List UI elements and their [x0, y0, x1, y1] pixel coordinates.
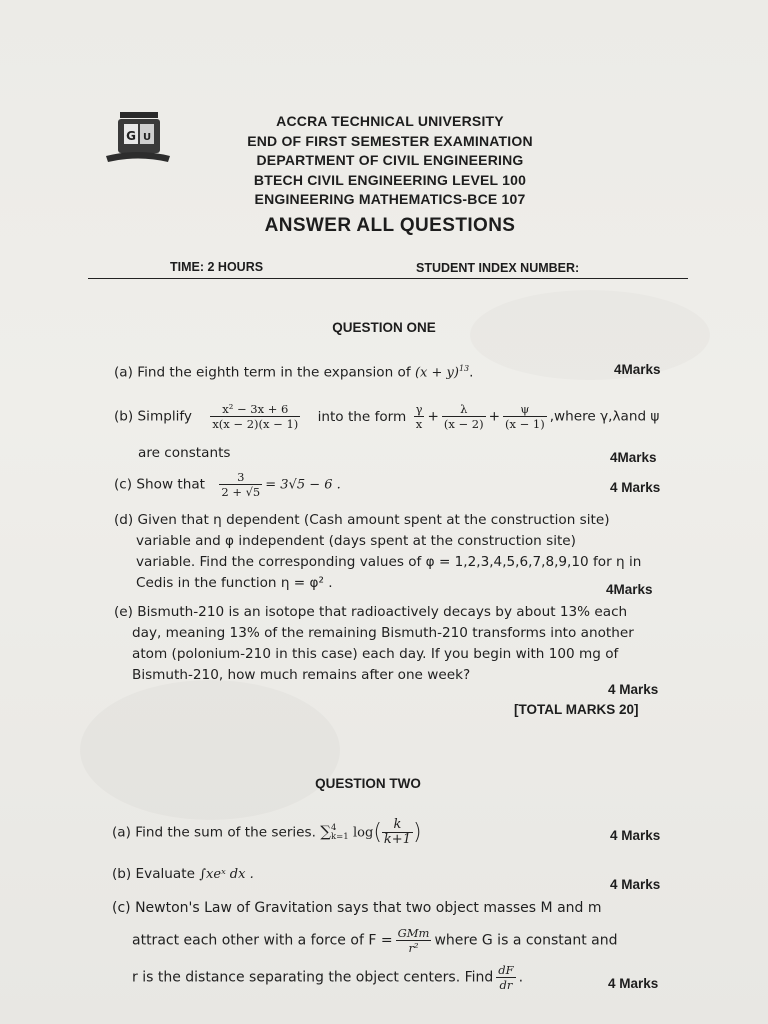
frac-num: 3 — [219, 470, 262, 485]
q2b-integral: ∫xeˣ dx . — [199, 867, 254, 882]
q1d-line2: variable and φ independent (days spent at the construction site) — [136, 533, 576, 549]
q1a-exponent: 13 — [458, 364, 470, 373]
frac-num: dF — [498, 963, 514, 977]
question-two-title: QUESTION TWO — [315, 776, 421, 791]
q2-part-a: (a) Find the sum of the series. ∑ 4 k=1 log( $\frac{k}{k+1}$ ) — [112, 817, 422, 847]
question-one-title: QUESTION ONE — [332, 320, 436, 335]
q1d-line1: (d) Given that η dependent (Cash amount spent at the construction site) — [114, 512, 610, 528]
frac-num: γ — [415, 402, 423, 416]
q1b-frac-gamma — [414, 402, 425, 431]
frac-den: dr — [499, 978, 513, 992]
q1e-marks: 4 Marks — [608, 682, 659, 697]
paper-stain — [80, 680, 340, 820]
q2c-line1: (c) Newton's Law of Gravitation says that two object masses M and m — [112, 900, 602, 916]
q1a-post: . — [469, 364, 474, 381]
frac-num: ψ — [503, 402, 547, 417]
q1b-fraction — [210, 402, 300, 431]
q1e-line4: Bismuth-210, how much remains after one week? — [132, 667, 471, 683]
q1c-fraction — [219, 470, 262, 499]
frac-num: GMm — [397, 926, 430, 940]
course-title: ENGINEERING MATHEMATICS-BCE 107 — [254, 191, 526, 207]
q1b-denominator: x(x − 2)(x − 1) — [212, 417, 299, 431]
q2c-line2-a: attract each other with a force of F = — [132, 932, 393, 949]
q1a-expr: (x + y) — [414, 365, 459, 381]
q2c-marks: 4 Marks — [608, 976, 659, 991]
q1-part-a — [114, 358, 473, 384]
frac-den: k+1 — [383, 832, 411, 847]
q1b-line2: are constants — [138, 445, 231, 461]
q1c-text: (c) Show that — [114, 476, 206, 493]
q2a-limits — [331, 824, 349, 842]
q1b-marks: 4Marks — [610, 450, 657, 465]
department: DEPARTMENT OF CIVIL ENGINEERING — [256, 152, 524, 168]
q1d-marks: 4Marks — [606, 582, 653, 597]
exam-title: END OF FIRST SEMESTER EXAMINATION — [247, 132, 533, 149]
q1-part-e — [114, 602, 694, 686]
q1b-post: ,where γ,λand ψ — [549, 408, 660, 425]
q1d-line3: variable. Find the corresponding values of φ = 1,2,3,4,5,6,7,8,9,10 for η in — [136, 554, 642, 570]
time-allowed: TIME: 2 HOURS — [170, 260, 264, 274]
q1b-mid: into the form — [317, 408, 407, 425]
q1d-line4: Cedis in the function η = φ² . — [136, 575, 333, 591]
q1b-text: (b) Simplify — [114, 408, 192, 425]
programme: BTECH CIVIL ENGINEERING LEVEL 100 — [253, 171, 527, 188]
time-row — [88, 258, 688, 279]
q1b-numerator: x² − 3x + 6 — [210, 402, 300, 417]
q2c-force-fraction — [396, 926, 432, 955]
q1-part-b: (b) Simplify $\frac{\text{x² − 3x + 6}}{x(x - 2)(x - 1)}$ into the form $\frac{\gamma}{x}$ + $\frac{\lambda}{(x - 2)}$ + $\frac{\psi}{(x - 1)}$ ,where γ,λand ψ — [114, 402, 660, 431]
frac-den: r² — [408, 941, 419, 955]
q2c-line3-a: r is the distance separating the object centers. Find — [132, 969, 494, 986]
q1c-marks: 4 Marks — [610, 480, 661, 495]
sum-lower: k=1 — [331, 831, 349, 842]
q1-part-c — [114, 470, 341, 499]
frac-den: (x − 2) — [443, 417, 484, 431]
q2c-line3-b: . — [518, 969, 524, 986]
log-label: log — [353, 825, 374, 841]
frac-den: 2 + √5 — [221, 485, 261, 499]
q2c-derivative-fraction — [496, 963, 515, 992]
university-name: ACCRA TECHNICAL UNIVERSITY — [276, 113, 504, 129]
svg-text:U: U — [142, 132, 152, 143]
q1e-line3: atom (polonium-210 in this case) each day. If you begin with 100 mg of — [132, 646, 619, 662]
q1e-line2: day, meaning 13% of the remaining Bismuth-210 transforms into another — [132, 625, 634, 641]
q1c-post: = 3√5 − 6 . — [265, 477, 341, 493]
q2a-marks: 4 Marks — [610, 828, 661, 843]
instruction: ANSWER ALL QUESTIONS — [264, 214, 516, 236]
q2a-text: (a) Find the sum of the series. — [112, 824, 316, 841]
q2-part-b — [112, 864, 254, 885]
student-index-label: STUDENT INDEX NUMBER: — [416, 261, 580, 275]
q1-total-marks: [TOTAL MARKS 20] — [514, 702, 639, 717]
q2c-line2-b: where G is a constant and — [434, 932, 618, 949]
svg-text:G: G — [126, 129, 136, 143]
frac-num: k — [382, 818, 413, 833]
exam-header — [0, 112, 768, 240]
frac-den: x — [415, 417, 423, 431]
q2c-line2 — [112, 926, 702, 955]
q2a-fraction — [382, 818, 413, 847]
q2b-marks: 4 Marks — [610, 877, 661, 892]
frac-den: (x − 1) — [504, 417, 545, 431]
paper-stain — [470, 290, 710, 380]
q1a-text: (a) Find the eighth term in the expansion of — [114, 364, 411, 381]
frac-num: λ — [442, 402, 486, 417]
q1b-frac-psi — [503, 402, 547, 431]
q1e-line1: (e) Bismuth-210 is an isotope that radioactively decays by about 13% each — [114, 604, 628, 620]
q1a-marks: 4Marks — [614, 362, 661, 377]
sum-upper: 4 — [331, 822, 337, 833]
q2b-text: (b) Evaluate — [112, 866, 195, 882]
q1b-frac-lambda — [442, 402, 486, 431]
sigma-icon: ∑ — [320, 822, 331, 841]
